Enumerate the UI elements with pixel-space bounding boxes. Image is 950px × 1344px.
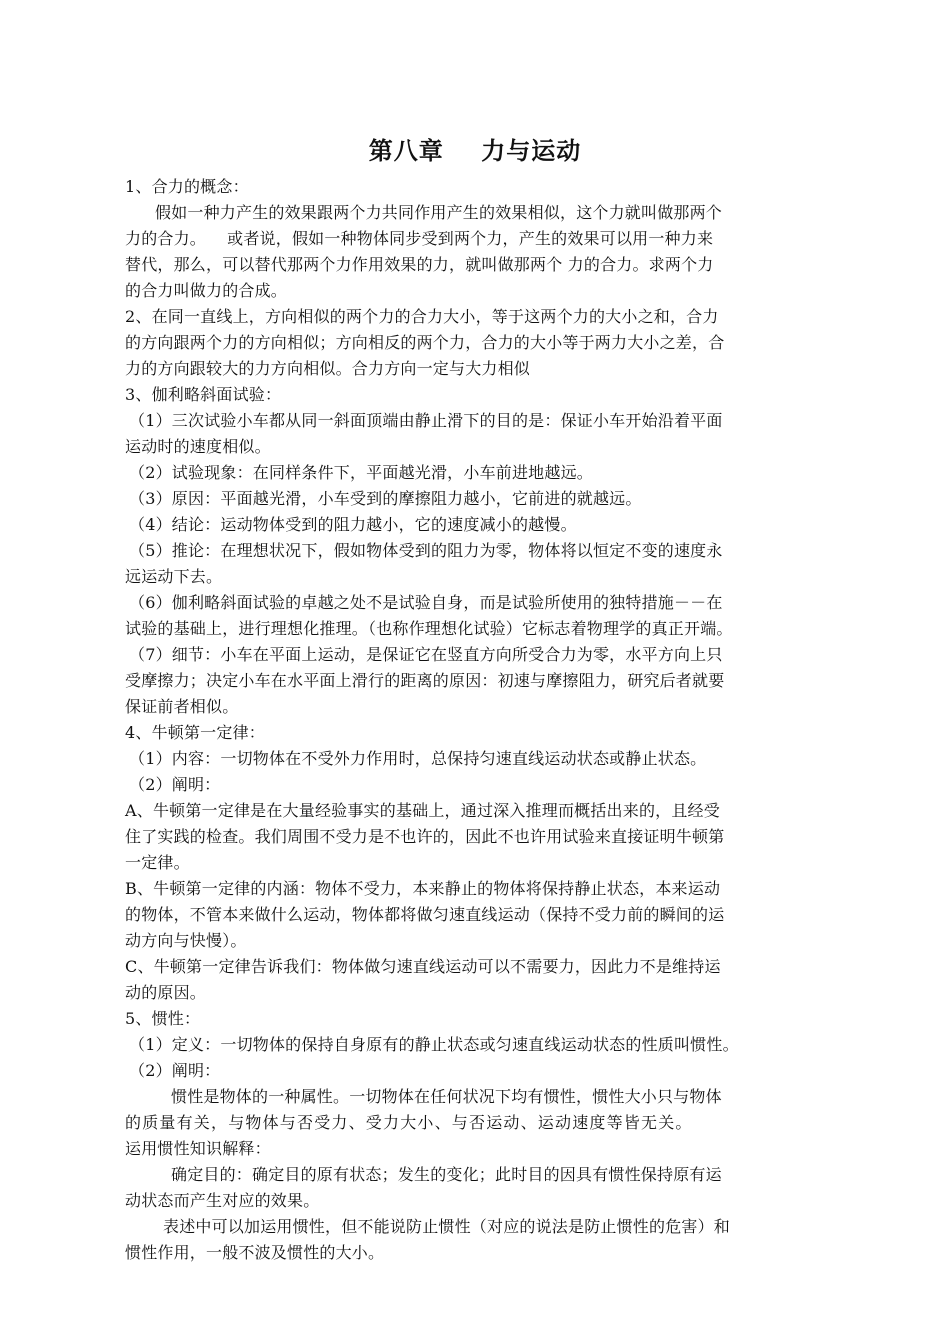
text-line: （7）细节：小车在平面上运动，是保证它在竖直方向所受合力为零，水平方向上只 <box>129 645 723 664</box>
text-line: A、牛顿第一定律是在大量经验事实的基础上，通过深入推理而概括出来的，且经受 <box>125 801 720 820</box>
text-line: 受摩擦力；决定小车在水平面上滑行的距离的原因：初速与摩擦阻力，研究后者就要 <box>125 671 725 690</box>
text-line: 动状态而产生对应的效果。 <box>125 1191 320 1210</box>
text-line: （5）推论：在理想状况下，假如物体受到的阻力为零，物体将以恒定不变的速度永 <box>129 541 723 560</box>
text-line: 运用惯性知识解释： <box>125 1139 271 1158</box>
text-line: （4）结论：运动物体受到的阻力越小，它的速度减小的越慢。 <box>129 515 577 534</box>
document-body <box>125 174 840 1266</box>
text-line: 假如一种力产生的效果跟两个力共同作用产生的效果相似，这个力就叫做那两个 <box>155 203 723 222</box>
text-line: 2、在同一直线上，方向相似的两个力的合力大小，等于这两个力的大小之和，合力 <box>125 307 719 326</box>
text-line: 表述中可以加运用惯性，但不能说防止惯性（对应的说法是防止惯性的危害）和 <box>163 1217 731 1236</box>
text-line: 的质量有关，与物体与否受力、受力大小、与否运动、运动速度等皆无关。 <box>125 1113 693 1132</box>
text-line: 保证前者相似。 <box>125 697 239 716</box>
text-line: C、牛顿第一定律告诉我们：物体做匀速直线运动可以不需要力，因此力不是维持运 <box>125 957 721 976</box>
text-line: 动的原因。 <box>125 983 207 1002</box>
text-line: B、牛顿第一定律的内涵：物体不受力，本来静止的物体将保持静止状态，本来运动 <box>125 879 721 898</box>
text-line: 确定目的：确定目的原有状态；发生的变化；此时目的因具有惯性保持原有运 <box>171 1165 722 1184</box>
text-line: 的方向跟两个力的方向相似；方向相反的两个力，合力的大小等于两力大小之差，合 <box>125 333 725 352</box>
text-line: 的物体，不管本来做什么运动，物体都将做匀速直线运动（保持不受力前的瞬间的运 <box>125 905 725 924</box>
text-line: （2）阐明： <box>129 775 221 794</box>
chapter-title: 第八章 力与运动 <box>368 136 582 165</box>
text-line: 惯性是物体的一种属性。一切物体在任何状况下均有惯性，惯性大小只与物体 <box>171 1087 722 1106</box>
text-line: 5、惯性： <box>125 1009 201 1028</box>
text-line: 的合力叫做力的合成。 <box>125 281 288 300</box>
text-line: 4、牛顿第一定律： <box>125 723 265 742</box>
text-line: （3）原因：平面越光滑，小车受到的摩擦阻力越小，它前进的就越远。 <box>129 489 642 508</box>
text-line: （2）试验现象：在同样条件下，平面越光滑，小车前进地越远。 <box>129 463 593 482</box>
text-line: 一定律。 <box>125 853 190 872</box>
text-line: （6）伽利略斜面试验的卓越之处不是试验自身，而是试验所使用的独特措施－－在 <box>129 593 723 612</box>
text-line: （1）定义：一切物体的保持自身原有的静止状态或匀速直线运动状态的性质叫惯性。 <box>129 1035 739 1054</box>
text-line: 替代，那么，可以替代那两个力作用效果的力，就叫做那两个 力的合力。求两个力 <box>125 255 714 274</box>
text-line: （2）阐明： <box>129 1061 221 1080</box>
text-line: 远运动下去。 <box>125 567 223 586</box>
text-line: （1）三次试验小车都从同一斜面顶端由静止滑下的目的是：保证小车开始沿着平面 <box>129 411 723 430</box>
text-line: 3、伽利略斜面试验： <box>125 385 282 404</box>
text-line: 运动时的速度相似。 <box>125 437 271 456</box>
text-line: 住了实践的检查。我们周围不受力是不也许的，因此不也许用试验来直接证明牛顿第 <box>125 827 725 846</box>
text-line: 试验的基础上，进行理想化推理。（也称作理想化试验）它标志着物理学的真正开端。 <box>125 619 733 638</box>
text-line: （1）内容：一切物体在不受外力作用时，总保持匀速直线运动状态或静止状态。 <box>129 749 707 768</box>
text-line: 1、合力的概念： <box>125 177 249 196</box>
text-line: 惯性作用，一般不波及惯性的大小。 <box>125 1243 385 1262</box>
text-line: 力的方向跟较大的力方向相似。合力方向一定与大力相似 <box>125 359 531 378</box>
text-line: 力的合力。 或者说，假如一种物体同步受到两个力，产生的效果可以用一种力来 <box>125 229 714 248</box>
text-line: 动方向与快慢）。 <box>125 931 247 950</box>
